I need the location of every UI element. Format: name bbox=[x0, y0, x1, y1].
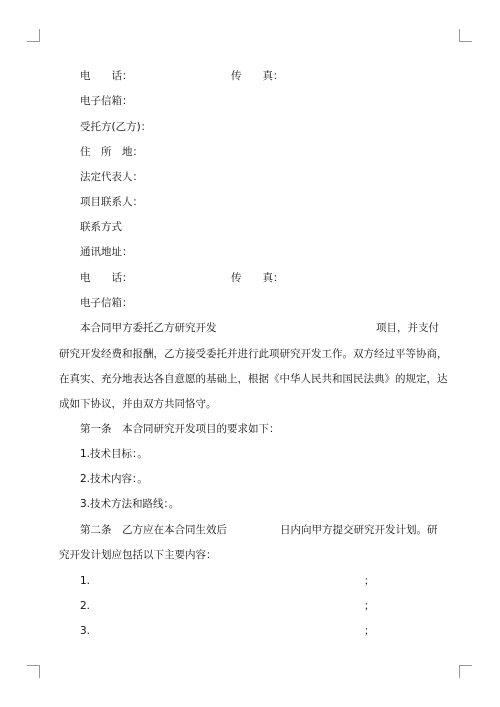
article-2-item-2-end: ； bbox=[364, 600, 375, 612]
party-a-fax-label: 传 真： bbox=[231, 70, 284, 82]
corner-mark-top-right bbox=[459, 29, 472, 42]
party-b-legal-rep-label: 法定代表人： bbox=[80, 171, 143, 183]
article-2-item-2-number: 2. bbox=[80, 600, 91, 612]
party-b-phone-label: 电 话： bbox=[80, 272, 133, 284]
article-2-item-1-number: 1. bbox=[80, 575, 91, 587]
party-a-email-label: 电子信箱： bbox=[80, 95, 133, 107]
party-b-title: 受托方(乙方)： bbox=[80, 121, 152, 133]
preamble-line-1-left: 本合同甲方委托乙方研究开发 bbox=[80, 322, 217, 334]
party-b-mailing-address-label: 通讯地址： bbox=[80, 246, 133, 258]
corner-mark-bottom-right bbox=[459, 665, 472, 678]
party-b-fax-label: 传 真： bbox=[231, 272, 284, 284]
article-2-item-3-end: ； bbox=[364, 625, 375, 637]
preamble-line-2: 研究开发经费和报酬，乙方接受委托并进行此项研究开发工作。双方经过平等协商， bbox=[59, 348, 448, 360]
article-2-item-1-end: ； bbox=[364, 575, 375, 587]
party-b-address-label: 住 所 地： bbox=[80, 146, 143, 158]
article-1-item-2: 2.技术内容：。 bbox=[80, 473, 148, 485]
party-a-phone-label: 电 话： bbox=[80, 70, 133, 82]
article-2-line-1-right: 日内向甲方提交研究开发计划。研 bbox=[280, 524, 438, 536]
article-2-line-2: 究开发计划应包括以下主要内容： bbox=[59, 549, 217, 561]
corner-mark-bottom-left bbox=[27, 665, 40, 678]
article-2-item-3-number: 3. bbox=[80, 625, 91, 637]
preamble-line-4: 成如下协议，并由双方共同恪守。 bbox=[59, 398, 217, 410]
party-b-contact-method-label: 联系方式 bbox=[80, 221, 122, 233]
article-1-item-1: 1.技术目标：。 bbox=[80, 448, 148, 460]
party-b-email-label: 电子信箱： bbox=[80, 297, 133, 309]
preamble-line-1-right: 项目，并支付 bbox=[376, 322, 439, 334]
article-1-item-3: 3.技术方法和路线：。 bbox=[80, 498, 180, 510]
corner-mark-top-left bbox=[27, 29, 40, 42]
article-1-heading: 第一条 本合同研究开发项目的要求如下： bbox=[80, 423, 280, 435]
article-2-line-1-left: 第二条 乙方应在本合同生效后 bbox=[80, 524, 227, 536]
preamble-line-3: 在真实、充分地表达各自意愿的基础上，根据《中华人民共和国民法典》的规定，达 bbox=[59, 373, 448, 385]
party-b-project-contact-label: 项目联系人： bbox=[80, 196, 143, 208]
